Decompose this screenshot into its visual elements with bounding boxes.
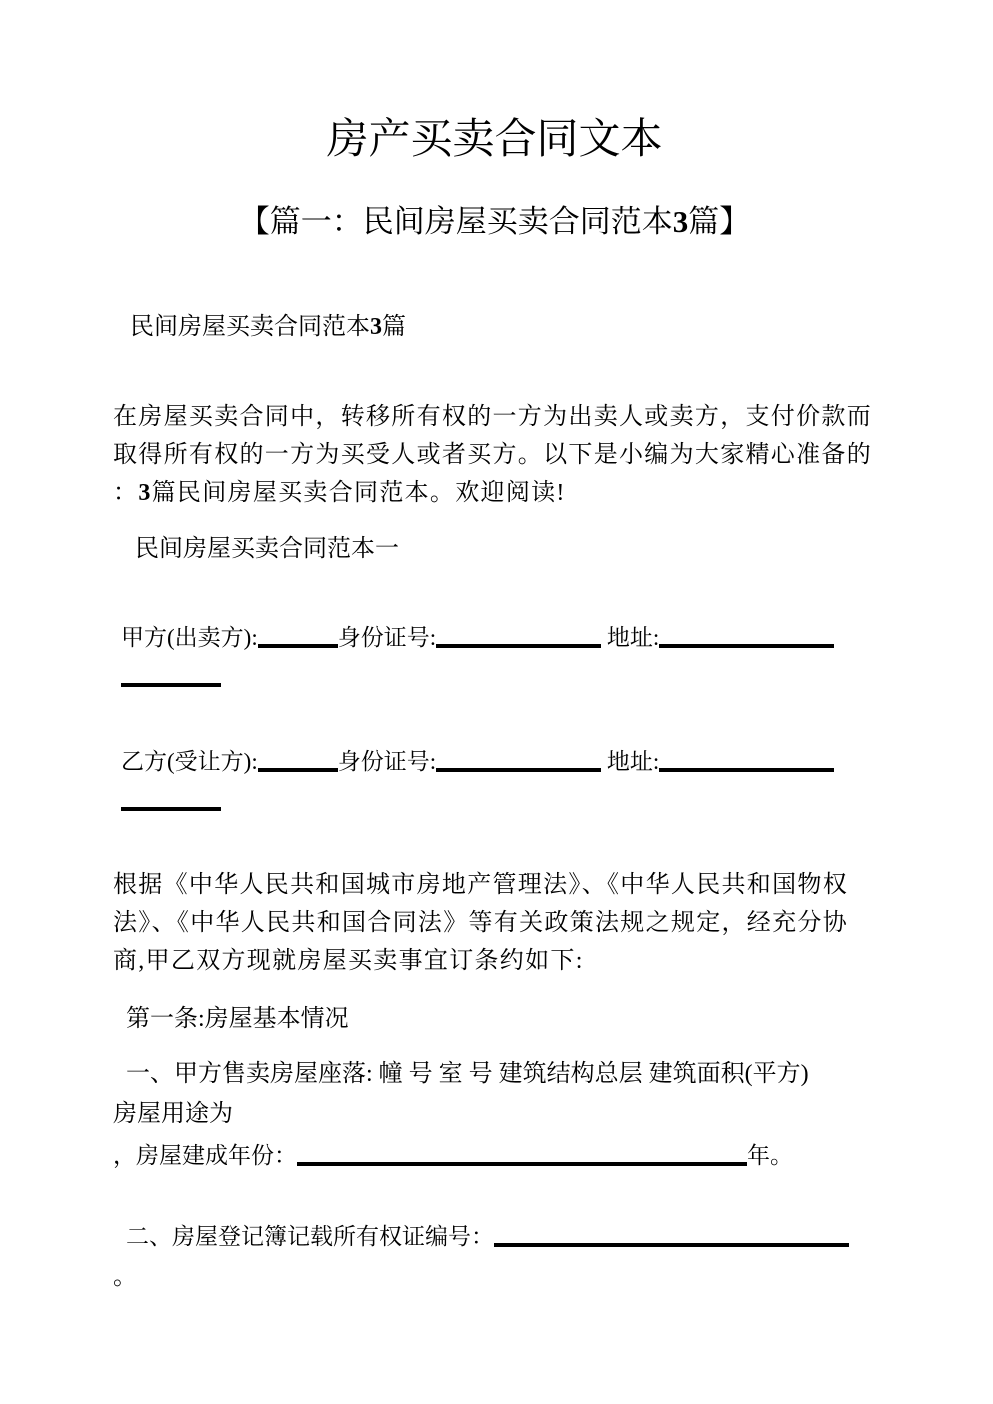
text-run: ，房屋建成年份：	[113, 1143, 297, 1168]
legal-basis-paragraph	[113, 866, 876, 980]
blank-fill-line	[258, 745, 338, 772]
blank-fill-line	[121, 784, 221, 811]
text-run: 根据《中华人民共和国城市房地产管理法》、《中华人民共和国物权	[113, 872, 848, 898]
text-run: 一、甲方售卖房屋座落: 幢 号 室 号 建筑结构总层 建筑面积(平方)	[126, 1061, 809, 1087]
text-run: 取得所有权的一方为买受人或者买方。以下是小编为大家精心准备的	[113, 442, 872, 468]
text-run: 乙方(受让方):	[121, 749, 258, 774]
text-run: 在房屋买卖合同中，转移所有权的一方为出卖人或卖方，支付价款而	[113, 404, 872, 430]
article-1-heading: 第一条:房屋基本情况	[126, 1006, 349, 1032]
text-run: 地址:	[601, 749, 660, 774]
blank-fill-line	[297, 1139, 747, 1166]
party-a-form-line	[113, 618, 876, 696]
text-run: 3	[672, 204, 689, 239]
text-run: 法》、《中华人民共和国合同法》等有关政策法规之规定，经充分协	[113, 910, 848, 936]
ownership-cert-form-line	[113, 1217, 876, 1256]
blank-fill-line	[258, 621, 338, 648]
text-run: ：	[113, 480, 139, 506]
clause-2-trailing-period: 。	[113, 1264, 137, 1290]
sample-one-label: 民间房屋买卖合同范本一	[135, 536, 399, 562]
clause-1-text	[113, 1054, 876, 1134]
text-run: 商,甲乙双方现就房屋买卖事宜订条约如下:	[113, 948, 584, 974]
text-run: 民间房屋买卖合同范本	[130, 314, 370, 340]
intro-label	[113, 308, 876, 346]
blank-fill-line	[494, 1220, 849, 1247]
party-b-form-line	[113, 742, 876, 820]
blank-fill-line	[659, 621, 834, 648]
blank-fill-line	[436, 745, 601, 772]
build-year-form-line	[113, 1136, 876, 1175]
blank-fill-line	[121, 660, 221, 687]
section-one-heading	[113, 202, 876, 242]
text-run: 甲方(出卖方):	[121, 625, 258, 650]
text-run: 篇民间房屋买卖合同范本。欢迎阅读!	[151, 480, 566, 506]
text-run: 身份证号:	[337, 749, 437, 774]
blank-fill-line	[659, 745, 834, 772]
text-run: 篇】	[688, 204, 751, 239]
text-run: 二、房屋登记簿记载所有权证编号：	[126, 1224, 494, 1249]
text-run: 身份证号:	[337, 625, 437, 650]
intro-paragraph	[113, 398, 876, 512]
text-run: 篇	[382, 314, 406, 340]
text-run: 地址:	[601, 625, 660, 650]
text-run: 3	[370, 314, 382, 340]
text-run: 3	[138, 480, 152, 506]
text-run: 【篇一：民间房屋买卖合同范本	[238, 204, 673, 239]
document-title: 房产买卖合同文本	[326, 117, 663, 163]
text-run: 年。	[747, 1143, 793, 1168]
blank-fill-line	[436, 621, 601, 648]
text-run: 房屋用途为	[113, 1101, 233, 1127]
